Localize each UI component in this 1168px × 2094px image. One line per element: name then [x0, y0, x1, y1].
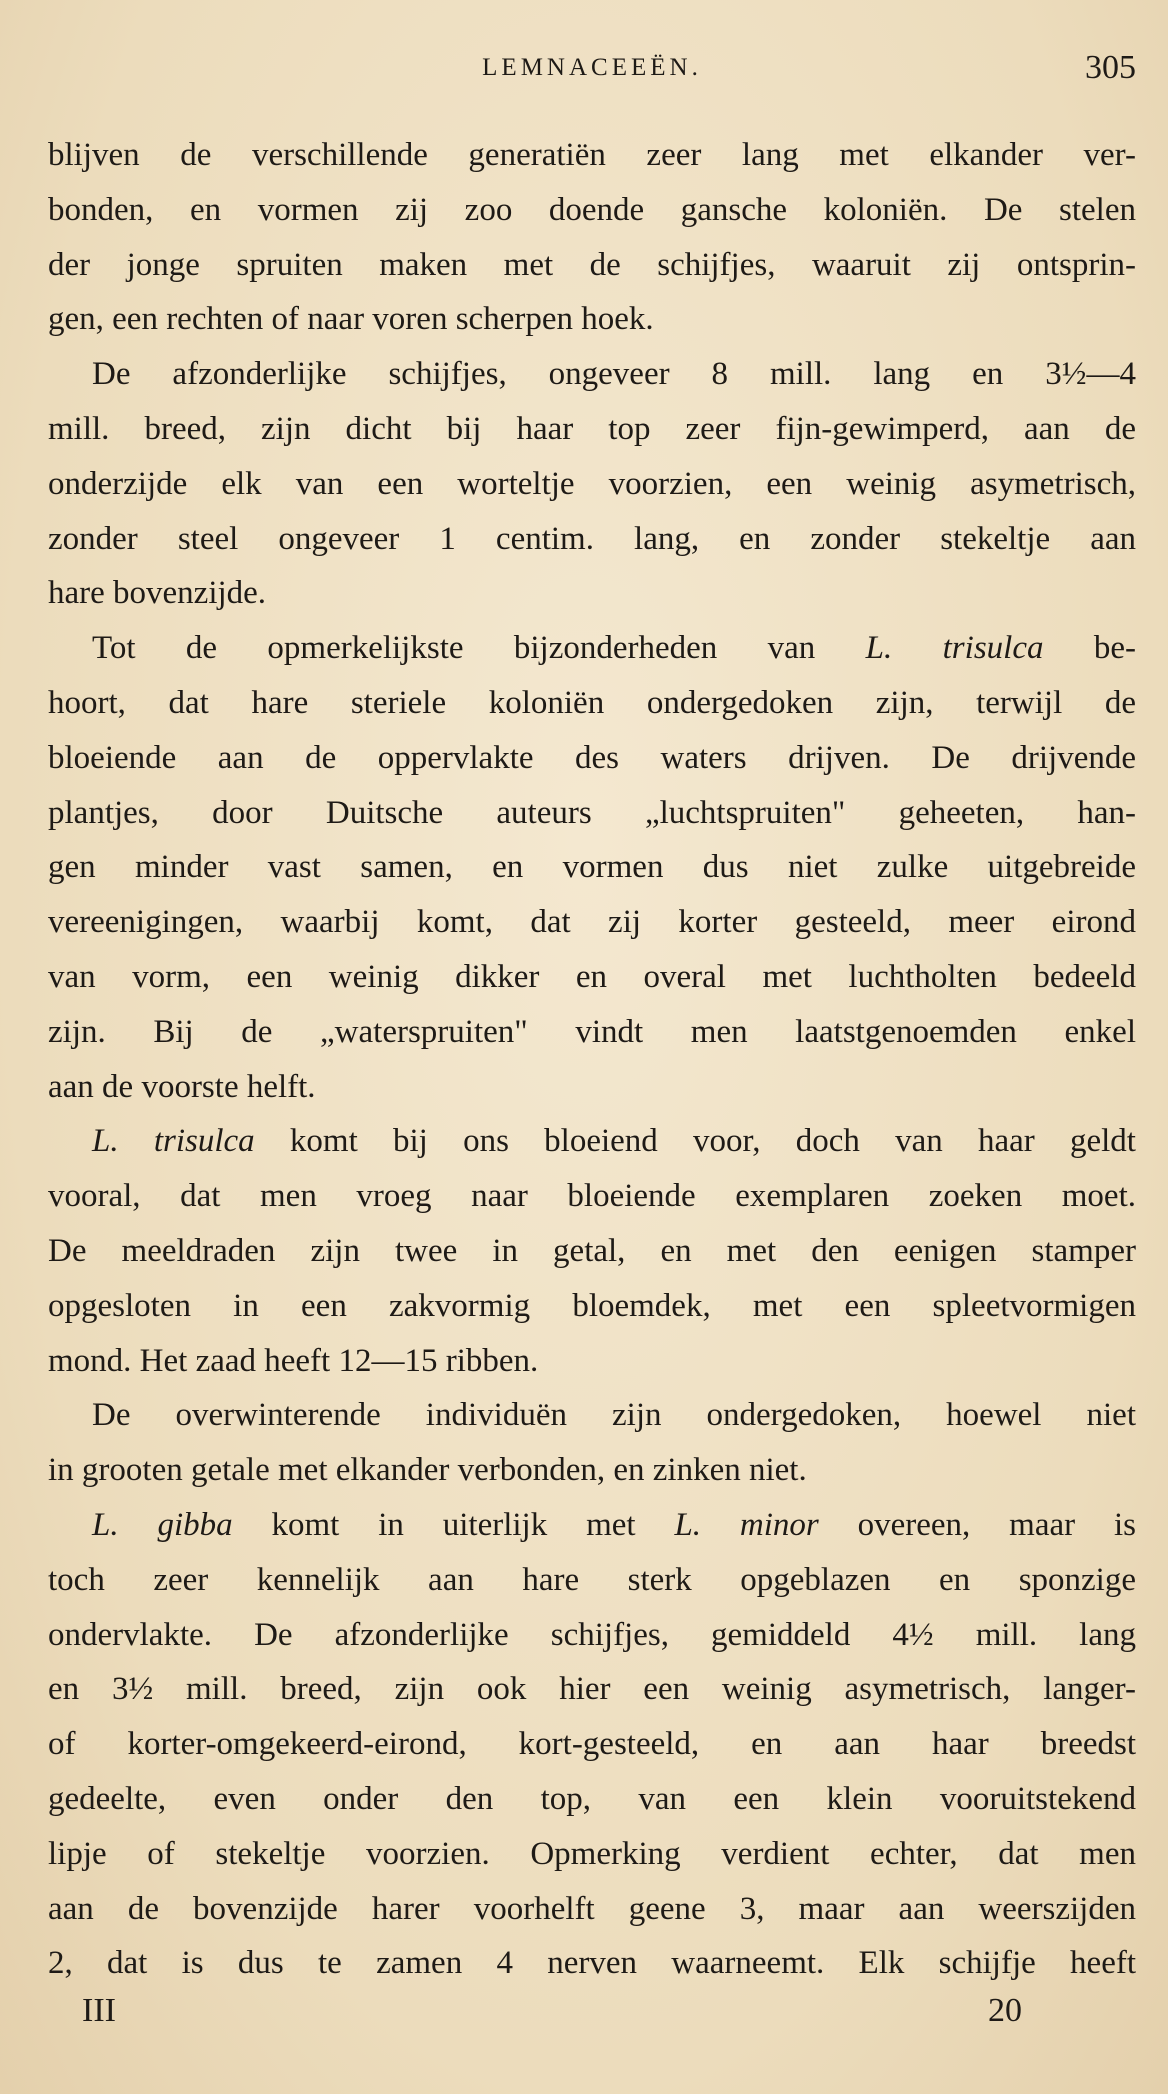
- text-line: De meeldraden zijn twee in getal, en met den eenigen stamper: [48, 1232, 1136, 1269]
- text-line: mill. breed, zijn dicht bij haar top zeer fijn-gewimperd, aan de: [48, 410, 1136, 447]
- text-line: der jonge spruiten maken met de schijfjes, waaruit zij ontsprin-: [48, 246, 1136, 283]
- text-line: onderzijde elk van een worteltje voorzien, een weinig asymetrisch,: [48, 465, 1136, 502]
- running-head: [48, 48, 1136, 88]
- text-line: Tot de opmerkelijkste bijzonderheden van L. trisulca be-: [92, 630, 1136, 667]
- text-line: bonden, en vormen zij zoo doende gansche koloniën. De stelen: [48, 191, 1136, 228]
- text-line: plantjes, door Duitsche auteurs „luchtspruiten" geheeten, han-: [48, 794, 1136, 831]
- text-line: mond. Het zaad heeft 12—15 ribben.: [48, 1342, 539, 1379]
- text-line: L. trisulca komt bij ons bloeiend voor, doch van haar geldt: [92, 1123, 1136, 1160]
- body-text: [48, 128, 1136, 1991]
- text-line: hare bovenzijde.: [48, 575, 267, 612]
- page-footer: [82, 1986, 1022, 2036]
- text-line: vooral, dat men vroeg naar bloeiende exemplaren zoeken moet.: [48, 1178, 1136, 1215]
- text-line: of korter-omgekeerd-eirond, kort-gesteeld, en aan haar breedst: [48, 1726, 1136, 1763]
- text-line: L. gibba komt in uiterlijk met L. minor overeen, maar is: [92, 1506, 1136, 1543]
- text-line: zonder steel ongeveer 1 centim. lang, en zonder stekeltje aan: [48, 520, 1136, 557]
- running-head-title: LEMNACEEËN.: [482, 54, 702, 81]
- text-line: zijn. Bij de „waterspruiten" vindt men laatstgenoemden enkel: [48, 1013, 1136, 1050]
- text-line: De afzonderlijke schijfjes, ongeveer 8 mill. lang en 3½—4: [92, 356, 1136, 393]
- text-line: van vorm, een weinig dikker en overal met luchtholten bedeeld: [48, 958, 1136, 995]
- text-line: in grooten getale met elkander verbonden, en zinken niet.: [48, 1452, 807, 1489]
- text-line: opgesloten in een zakvormig bloemdek, met een spleetvormigen: [48, 1287, 1136, 1324]
- text-line: bloeiende aan de oppervlakte des waters drijven. De drijvende: [48, 739, 1136, 776]
- text-line: gen, een rechten of naar voren scherpen hoek.: [48, 301, 654, 338]
- signature-mark: III: [82, 1992, 116, 2029]
- text-line: en 3½ mill. breed, zijn ook hier een weinig asymetrisch, langer-: [48, 1671, 1136, 1708]
- text-line: De overwinterende individuën zijn ondergedoken, hoewel niet: [92, 1397, 1136, 1434]
- text-line: gen minder vast samen, en vormen dus niet zulke uitgebreide: [48, 849, 1136, 886]
- text-line: blijven de verschillende generatiën zeer lang met elkander ver-: [48, 137, 1136, 173]
- sheet-number: 20: [988, 1992, 1022, 2029]
- text-line: aan de voorste helft.: [48, 1068, 316, 1105]
- page-number: 305: [1085, 49, 1136, 86]
- text-line: aan de bovenzijde harer voorhelft geene 3, maar aan weerszijden: [48, 1890, 1136, 1927]
- text-line: 2, dat is dus te zamen 4 nerven waarneemt. Elk schijfje heeft: [48, 1945, 1136, 1982]
- text-line: vereenigingen, waarbij komt, dat zij korter gesteeld, meer eirond: [48, 904, 1136, 941]
- text-line: gedeelte, even onder den top, van een klein vooruitstekend: [48, 1780, 1136, 1817]
- text-line: lipje of stekeltje voorzien. Opmerking verdient echter, dat men: [48, 1835, 1136, 1872]
- text-line: toch zeer kennelijk aan hare sterk opgeblazen en sponzige: [48, 1561, 1136, 1598]
- text-line: ondervlakte. De afzonderlijke schijfjes, gemiddeld 4½ mill. lang: [48, 1616, 1136, 1653]
- text-line: hoort, dat hare steriele koloniën ondergedoken zijn, terwijl de: [48, 684, 1136, 721]
